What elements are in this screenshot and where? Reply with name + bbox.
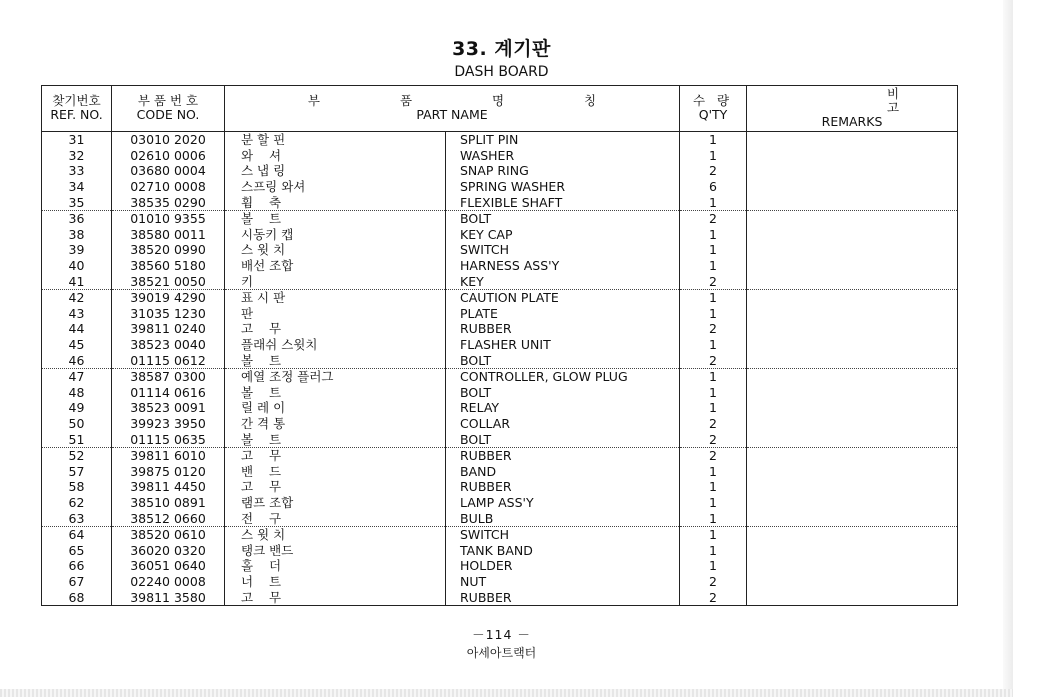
header-remarks <box>747 86 1039 132</box>
table-row <box>42 306 958 322</box>
ref-number: 46 <box>42 352 112 368</box>
ref-number: 33 <box>42 163 112 179</box>
quantity: 1 <box>680 385 747 401</box>
remarks <box>747 589 958 605</box>
ref-number: 43 <box>42 306 112 322</box>
code-number: 38510 0891 <box>112 495 225 511</box>
table-row <box>42 289 958 305</box>
remarks <box>747 385 958 401</box>
quantity: 2 <box>680 416 747 432</box>
part-name: RUBBER <box>446 447 680 463</box>
part-name-korean: 너 트 <box>225 574 446 590</box>
remarks <box>747 227 958 243</box>
part-name-korean: 휨 축 <box>225 194 446 210</box>
table-row <box>42 227 958 243</box>
ref-number: 63 <box>42 510 112 526</box>
part-name-korean: 볼 트 <box>225 352 446 368</box>
part-name-korean: 스프링 와셔 <box>225 179 446 195</box>
quantity: 1 <box>680 368 747 384</box>
code-number: 38560 5180 <box>112 258 225 274</box>
part-name: BOLT <box>446 210 680 226</box>
ref-number: 40 <box>42 258 112 274</box>
ref-number: 39 <box>42 242 112 258</box>
table-row <box>42 352 958 368</box>
table-row <box>42 273 958 289</box>
code-number: 38523 0091 <box>112 400 225 416</box>
ref-number: 34 <box>42 179 112 195</box>
part-name: HARNESS ASS'Y <box>446 258 680 274</box>
part-name: BOLT <box>446 431 680 447</box>
code-number: 01115 0635 <box>112 431 225 447</box>
table-row <box>42 210 958 226</box>
ref-number: 65 <box>42 542 112 558</box>
quantity: 1 <box>680 542 747 558</box>
part-name-korean: 예열 조정 플러그 <box>225 368 446 384</box>
remarks <box>747 368 958 384</box>
part-name: RELAY <box>446 400 680 416</box>
code-number: 38580 0011 <box>112 227 225 243</box>
table-row <box>42 179 958 195</box>
ref-number: 49 <box>42 400 112 416</box>
table-row <box>42 368 958 384</box>
code-number: 38587 0300 <box>112 368 225 384</box>
code-number: 38521 0050 <box>112 273 225 289</box>
code-number: 01115 0612 <box>112 352 225 368</box>
code-number: 31035 1230 <box>112 306 225 322</box>
ref-number: 64 <box>42 526 112 542</box>
code-number: 39811 4450 <box>112 479 225 495</box>
table-row <box>42 148 958 164</box>
ref-number: 44 <box>42 321 112 337</box>
header-name-ko: 부 품 명 칭 <box>307 93 635 108</box>
header-code-ko: 부 품 번 호 <box>137 93 199 108</box>
code-number: 38520 0610 <box>112 526 225 542</box>
ref-number: 66 <box>42 558 112 574</box>
ref-number: 68 <box>42 589 112 605</box>
table-row <box>42 258 958 274</box>
table-row <box>42 242 958 258</box>
quantity: 1 <box>680 242 747 258</box>
code-number: 38520 0990 <box>112 242 225 258</box>
ref-number: 48 <box>42 385 112 401</box>
remarks <box>747 495 958 511</box>
part-name-korean: 릴 레 이 <box>225 400 446 416</box>
quantity: 1 <box>680 495 747 511</box>
quantity: 1 <box>680 558 747 574</box>
part-name: PLATE <box>446 306 680 322</box>
code-number: 36051 0640 <box>112 558 225 574</box>
table-row <box>42 495 958 511</box>
ref-number: 62 <box>42 495 112 511</box>
part-name-korean: 램프 조합 <box>225 495 446 511</box>
part-name-korean: 볼 트 <box>225 210 446 226</box>
remarks <box>747 306 958 322</box>
quantity: 1 <box>680 258 747 274</box>
remarks <box>747 258 958 274</box>
remarks <box>747 242 958 258</box>
ref-number: 58 <box>42 479 112 495</box>
header-part-name <box>225 86 680 132</box>
header-ref-en: REF. NO. <box>50 107 103 122</box>
part-name-korean: 탱크 밴드 <box>225 542 446 558</box>
part-name-korean: 키 <box>225 273 446 289</box>
part-name: SPLIT PIN <box>446 132 680 148</box>
part-name: RUBBER <box>446 321 680 337</box>
quantity: 2 <box>680 163 747 179</box>
remarks <box>747 321 958 337</box>
part-name-korean: 고 무 <box>225 447 446 463</box>
part-name-korean: 스 윗 치 <box>225 242 446 258</box>
part-name-korean: 시동키 캡 <box>225 227 446 243</box>
remarks <box>747 416 958 432</box>
table-row <box>42 416 958 432</box>
part-name-korean: 분 할 핀 <box>225 132 446 148</box>
part-name-korean: 표 시 판 <box>225 289 446 305</box>
table-row <box>42 385 958 401</box>
quantity: 2 <box>680 589 747 605</box>
ref-number: 45 <box>42 337 112 353</box>
part-name: RUBBER <box>446 589 680 605</box>
part-name: WASHER <box>446 148 680 164</box>
header-code-en: CODE NO. <box>136 107 200 122</box>
ref-number: 35 <box>42 194 112 210</box>
quantity: 2 <box>680 210 747 226</box>
header-qty <box>680 86 747 132</box>
quantity: 2 <box>680 574 747 590</box>
code-number: 03680 0004 <box>112 163 225 179</box>
parts-table <box>41 85 1039 606</box>
quantity: 1 <box>680 148 747 164</box>
code-number: 02240 0008 <box>112 574 225 590</box>
remarks <box>747 194 958 210</box>
part-name: TANK BAND <box>446 542 680 558</box>
header-qty-en: Q'TY <box>698 107 728 122</box>
header-qty-ko: 수 량 <box>692 93 734 108</box>
part-name-korean: 고 무 <box>225 479 446 495</box>
remarks <box>747 273 958 289</box>
remarks <box>747 558 958 574</box>
remarks <box>747 352 958 368</box>
table-row <box>42 526 958 542</box>
remarks <box>747 542 958 558</box>
page-bottom-edge <box>0 689 1013 697</box>
quantity: 2 <box>680 321 747 337</box>
quantity: 2 <box>680 352 747 368</box>
code-number: 39923 3950 <box>112 416 225 432</box>
part-name-korean: 배선 조합 <box>225 258 446 274</box>
code-number: 03010 2020 <box>112 132 225 148</box>
ref-number: 38 <box>42 227 112 243</box>
quantity: 1 <box>680 526 747 542</box>
table-header-row <box>42 86 958 132</box>
part-name-korean: 판 <box>225 306 446 322</box>
quantity: 1 <box>680 306 747 322</box>
part-name: SNAP RING <box>446 163 680 179</box>
remarks <box>747 574 958 590</box>
code-number: 39811 3580 <box>112 589 225 605</box>
part-name-korean: 고 무 <box>225 321 446 337</box>
remarks <box>747 526 958 542</box>
part-name: HOLDER <box>446 558 680 574</box>
remarks <box>747 210 958 226</box>
code-number: 02710 0008 <box>112 179 225 195</box>
table-row <box>42 479 958 495</box>
ref-number: 52 <box>42 447 112 463</box>
code-number: 39019 4290 <box>112 289 225 305</box>
ref-number: 36 <box>42 210 112 226</box>
part-name: FLEXIBLE SHAFT <box>446 194 680 210</box>
header-code <box>112 86 225 132</box>
table-row <box>42 132 958 148</box>
part-name-korean: 와 셔 <box>225 148 446 164</box>
ref-number: 47 <box>42 368 112 384</box>
code-number: 39811 0240 <box>112 321 225 337</box>
part-name-korean: 볼 트 <box>225 431 446 447</box>
quantity: 1 <box>680 400 747 416</box>
ref-number: 51 <box>42 431 112 447</box>
part-name: KEY CAP <box>446 227 680 243</box>
part-name-korean: 플래쉬 스윗치 <box>225 337 446 353</box>
remarks <box>747 479 958 495</box>
table-row <box>42 542 958 558</box>
table-row <box>42 337 958 353</box>
parts-table-body <box>42 132 958 606</box>
part-name: RUBBER <box>446 479 680 495</box>
quantity: 1 <box>680 289 747 305</box>
quantity: 1 <box>680 510 747 526</box>
ref-number: 50 <box>42 416 112 432</box>
remarks <box>747 163 958 179</box>
part-name: BAND <box>446 463 680 479</box>
manufacturer-name: 아세아트랙터 <box>466 646 537 660</box>
quantity: 2 <box>680 431 747 447</box>
header-remarks-ko: 비 고 <box>887 86 1039 115</box>
title-english: DASH BOARD <box>454 64 549 80</box>
header-ref <box>42 86 112 132</box>
quantity: 2 <box>680 447 747 463</box>
remarks <box>747 148 958 164</box>
code-number: 38535 0290 <box>112 194 225 210</box>
code-number: 38523 0040 <box>112 337 225 353</box>
page-number: －114 － <box>472 627 531 642</box>
ref-number: 41 <box>42 273 112 289</box>
ref-number: 67 <box>42 574 112 590</box>
table-row <box>42 400 958 416</box>
table-row <box>42 194 958 210</box>
quantity: 1 <box>680 194 747 210</box>
table-row <box>42 589 958 605</box>
table-row <box>42 321 958 337</box>
ref-number: 57 <box>42 463 112 479</box>
remarks <box>747 447 958 463</box>
header-remarks-en: REMARKS <box>821 114 883 129</box>
quantity: 1 <box>680 132 747 148</box>
part-name-korean: 스 냅 링 <box>225 163 446 179</box>
ref-number: 32 <box>42 148 112 164</box>
ref-number: 42 <box>42 289 112 305</box>
code-number: 36020 0320 <box>112 542 225 558</box>
table-row <box>42 431 958 447</box>
part-name: BOLT <box>446 385 680 401</box>
code-number: 02610 0006 <box>112 148 225 164</box>
part-name-korean: 볼 트 <box>225 385 446 401</box>
code-number: 39875 0120 <box>112 463 225 479</box>
part-name-korean: 스 윗 치 <box>225 526 446 542</box>
part-name: SWITCH <box>446 242 680 258</box>
part-name-korean: 밴 드 <box>225 463 446 479</box>
part-name: CAUTION PLATE <box>446 289 680 305</box>
part-name: BOLT <box>446 352 680 368</box>
remarks <box>747 400 958 416</box>
remarks <box>747 179 958 195</box>
part-name: SPRING WASHER <box>446 179 680 195</box>
part-name: BULB <box>446 510 680 526</box>
quantity: 1 <box>680 463 747 479</box>
quantity: 2 <box>680 273 747 289</box>
title-korean: 33. 계기판 <box>452 38 551 60</box>
table-row <box>42 510 958 526</box>
table-row <box>42 447 958 463</box>
header-ref-ko: 찾기번호 <box>52 93 101 108</box>
part-name: COLLAR <box>446 416 680 432</box>
part-name: NUT <box>446 574 680 590</box>
table-row <box>42 163 958 179</box>
code-number: 39811 6010 <box>112 447 225 463</box>
quantity: 1 <box>680 337 747 353</box>
part-name-korean: 고 무 <box>225 589 446 605</box>
quantity: 1 <box>680 227 747 243</box>
part-name-korean: 전 구 <box>225 510 446 526</box>
part-name: LAMP ASS'Y <box>446 495 680 511</box>
part-name-korean: 간 격 통 <box>225 416 446 432</box>
table-row <box>42 574 958 590</box>
code-number: 01010 9355 <box>112 210 225 226</box>
remarks <box>747 132 958 148</box>
table-row <box>42 558 958 574</box>
code-number: 38512 0660 <box>112 510 225 526</box>
part-name: CONTROLLER, GLOW PLUG <box>446 368 680 384</box>
part-name: SWITCH <box>446 526 680 542</box>
page-title <box>0 34 1013 80</box>
quantity: 6 <box>680 179 747 195</box>
part-name-korean: 홀 더 <box>225 558 446 574</box>
table-row <box>42 463 958 479</box>
part-name: FLASHER UNIT <box>446 337 680 353</box>
header-name-en: PART NAME <box>416 107 488 122</box>
part-name: KEY <box>446 273 680 289</box>
code-number: 01114 0616 <box>112 385 225 401</box>
ref-number: 31 <box>42 132 112 148</box>
remarks <box>747 289 958 305</box>
remarks <box>747 463 958 479</box>
remarks <box>747 337 958 353</box>
page-footer <box>0 625 1013 661</box>
remarks <box>747 431 958 447</box>
quantity: 1 <box>680 479 747 495</box>
remarks <box>747 510 958 526</box>
